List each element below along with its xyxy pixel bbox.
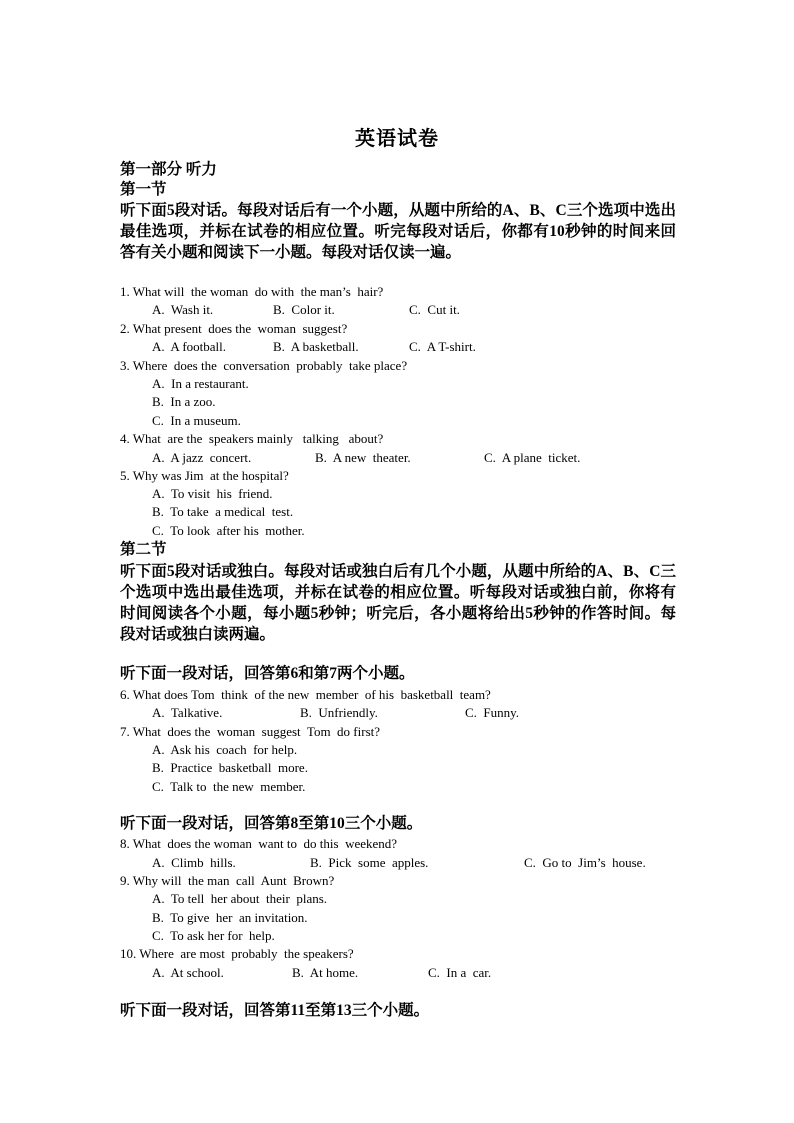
question-7: 7. What does the woman suggest Tom do first? bbox=[120, 724, 381, 739]
question-5: 5. Why was Jim at the hospital? bbox=[120, 468, 289, 483]
option-7c: C. Talk to the new member. bbox=[152, 779, 306, 794]
option-3a: A. In a restaurant. bbox=[152, 376, 249, 391]
option-1a: A. Wash it. bbox=[152, 302, 214, 317]
option-2a: A. A football. bbox=[152, 339, 227, 354]
question-9: 9. Why will the man call Aunt Brown? bbox=[120, 873, 335, 888]
group2-lead: 听下面一段对话，回答第8至第10三个小题。 bbox=[120, 815, 423, 832]
option-5b: B. To take a medical test. bbox=[152, 504, 294, 519]
option-3c: C. In a museum. bbox=[152, 413, 241, 428]
section1-instructions: 听下面5段对话。每段对话后有一个小题，从题中所给的A、B、C三个选项中选出最佳选项，并标在试卷的相应位置。听完每段对话后，你都有10秒钟的时间来回答有关小题和阅读下一小题。每段对话仅读一遍。 bbox=[120, 202, 676, 261]
section2-heading: 第二节 bbox=[120, 541, 167, 558]
option-10b: B. At home. bbox=[292, 965, 359, 980]
option-4c: C. A plane ticket. bbox=[484, 450, 581, 465]
question-2: 2. What present does the woman suggest? bbox=[120, 321, 348, 336]
section1-heading: 第一节 bbox=[120, 181, 167, 198]
option-6b: B. Unfriendly. bbox=[300, 705, 378, 720]
question-8: 8. What does the woman want to do this weekend? bbox=[120, 836, 398, 851]
option-10c: C. In a car. bbox=[428, 965, 492, 980]
group1-lead: 听下面一段对话，回答第6和第7两个小题。 bbox=[120, 665, 415, 682]
option-7b: B. Practice basketball more. bbox=[152, 760, 308, 775]
option-9c: C. To ask her for help. bbox=[152, 928, 275, 943]
option-1c: C. Cut it. bbox=[409, 302, 460, 317]
option-5a: A. To visit his friend. bbox=[152, 486, 273, 501]
option-1b: B. Color it. bbox=[273, 302, 335, 317]
option-7a: A. Ask his coach for help. bbox=[152, 742, 298, 757]
option-10a: A. At school. bbox=[152, 965, 224, 980]
option-5c: C. To look after his mother. bbox=[152, 523, 305, 538]
section2-instructions: 听下面5段对话或独白。每段对话或独白后有几个小题，从题中所给的A、B、C三个选项中选出最佳选项，并标在试卷的相应位置。听每段对话或独白前，你将有时间阅读各个小题，每小题5秒钟；听完后，各小题将给出5秒钟的作答时间。每段对话或独白读两遍。 bbox=[120, 563, 676, 643]
question-10: 10. Where are most probably the speakers? bbox=[120, 946, 354, 961]
option-9b: B. To give her an invitation. bbox=[152, 910, 308, 925]
option-2c: C. A T-shirt. bbox=[409, 339, 476, 354]
option-4b: B. A new theater. bbox=[315, 450, 411, 465]
option-8b: B. Pick some apples. bbox=[310, 855, 429, 870]
option-8c: C. Go to Jim’s house. bbox=[524, 855, 646, 870]
option-4a: A. A jazz concert. bbox=[152, 450, 252, 465]
option-6c: C. Funny. bbox=[465, 705, 520, 720]
option-6a: A. Talkative. bbox=[152, 705, 223, 720]
question-3: 3. Where does the conversation probably take place? bbox=[120, 358, 408, 373]
option-8a: A. Climb hills. bbox=[152, 855, 236, 870]
option-9a: A. To tell her about their plans. bbox=[152, 891, 328, 906]
question-4: 4. What are the speakers mainly talking about? bbox=[120, 431, 384, 446]
group3-lead: 听下面一段对话，回答第11至第13三个小题。 bbox=[120, 1002, 430, 1019]
option-3b: B. In a zoo. bbox=[152, 394, 216, 409]
question-1: 1. What will the woman do with the man’s hair? bbox=[120, 284, 384, 299]
question-6: 6. What does Tom think of the new member of his basketball team? bbox=[120, 687, 491, 702]
part-heading: 第一部分 听力 bbox=[120, 161, 217, 178]
option-2b: B. A basketball. bbox=[273, 339, 359, 354]
page-title: 英语试卷 bbox=[355, 128, 439, 150]
